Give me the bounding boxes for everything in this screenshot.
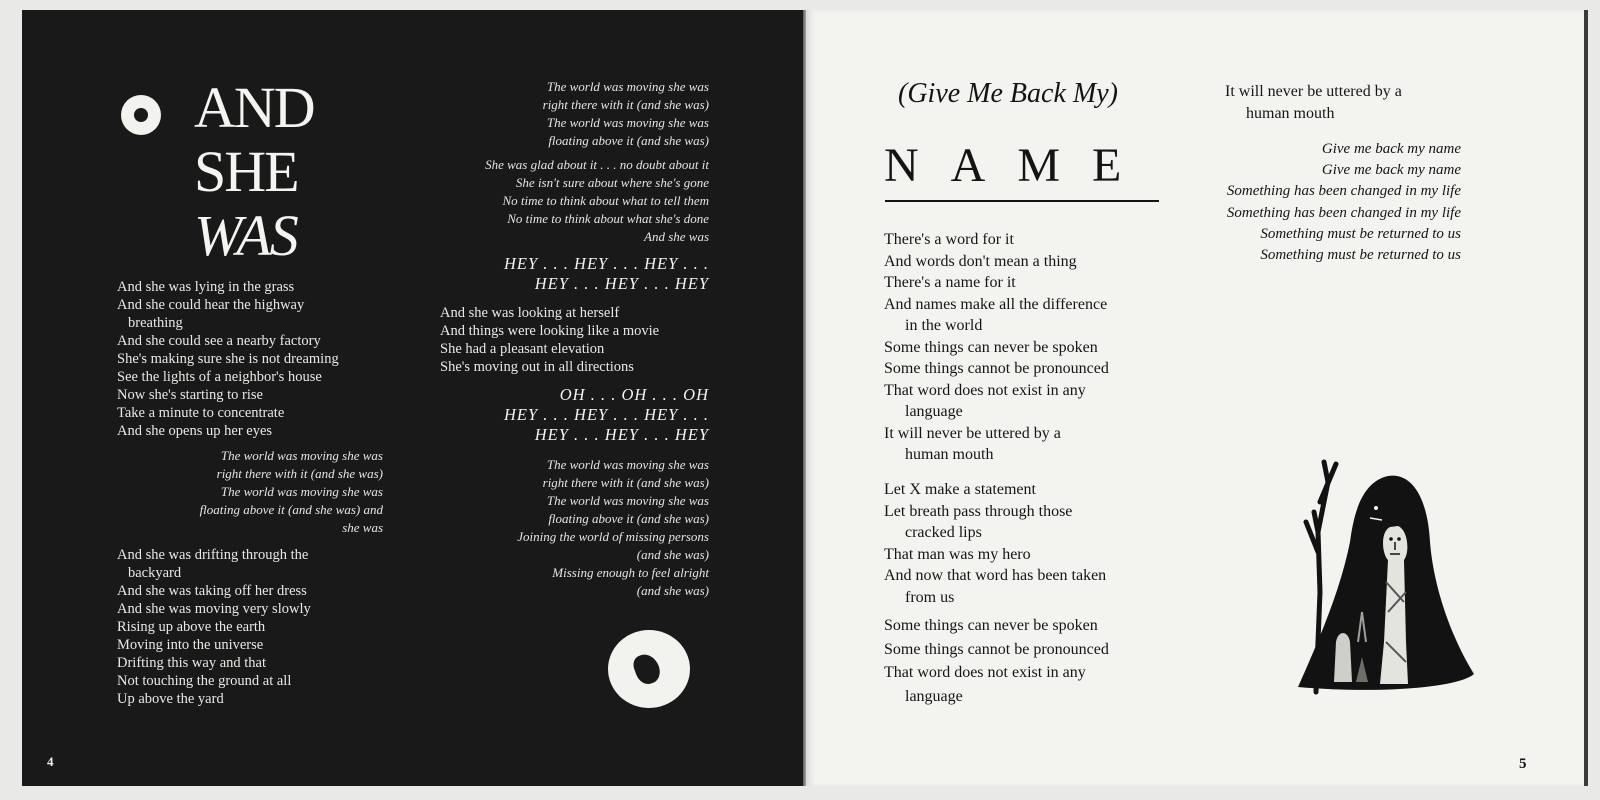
lyric-line: No time to think about what she's done — [507, 211, 709, 226]
lyric-line: right there with it (and she was) — [216, 466, 383, 481]
verse-1 — [117, 278, 339, 440]
lyric-line: she was — [342, 520, 383, 535]
chorus-1 — [200, 447, 383, 537]
left-page — [22, 10, 803, 786]
disc-ornament-icon — [608, 630, 690, 708]
lyric-line: Let breath pass through those — [884, 502, 1073, 520]
refrain-line: HEY . . . HEY . . . HEY — [534, 274, 709, 293]
verse-2 — [884, 479, 1106, 608]
chorus-3 — [517, 456, 709, 600]
lyric-line: That man was my hero — [884, 545, 1031, 563]
lyric-line: And she was taking off her dress — [117, 583, 307, 599]
lyric-line: Some things can never be spoken — [884, 338, 1098, 356]
lyric-line: Some things cannot be pronounced — [884, 360, 1109, 377]
lyric-line: floating above it (and she was) — [548, 511, 709, 526]
lyric-line: And she could see a nearby factory — [117, 333, 321, 349]
lyric-line: human mouth — [1246, 104, 1335, 122]
hey-refrain-2 — [504, 385, 709, 445]
title-word: AND — [194, 75, 314, 140]
lyric-line: human mouth — [905, 446, 994, 463]
lyric-line: She's moving out in all directions — [440, 359, 634, 375]
chorus-2 — [543, 78, 709, 150]
verse-col2 — [1225, 81, 1402, 124]
lyric-line: floating above it (and she was) and — [199, 502, 383, 517]
lyric-line: And she was drifting through the — [117, 547, 309, 563]
verse-3 — [884, 614, 1109, 708]
verse-3 — [440, 304, 659, 376]
lyric-line: The world was moving she was — [546, 115, 709, 130]
ring-ornament-icon — [121, 95, 161, 135]
lyric-line: And she could hear the highway — [117, 297, 305, 313]
lyric-line: language — [905, 403, 963, 420]
lyric-line: She was glad about it . . . no doubt about it — [485, 157, 709, 172]
lyric-line: And she opens up her eyes — [117, 423, 273, 439]
lyric-line: It will never be uttered by a — [884, 424, 1061, 442]
page-number: 4 — [47, 754, 54, 769]
lyric-line: right there with it (and she was) — [542, 475, 709, 490]
cloaked-figure-illustration — [1258, 442, 1478, 702]
lyric-line: There's a word for it — [884, 231, 1014, 248]
lyric-line: from us — [905, 588, 955, 606]
lyric-line: Drifting this way and that — [117, 655, 267, 671]
lyric-line: The world was moving she was — [546, 457, 709, 472]
booklet-edge — [1584, 10, 1588, 786]
right-page — [806, 10, 1584, 786]
lyric-line: Missing enough to feel alright — [552, 565, 709, 580]
lyric-line: That word does not exist in any — [884, 381, 1086, 399]
lyric-line: The world was moving she was — [220, 448, 383, 463]
lyric-line: Up above the yard — [117, 691, 224, 707]
lyric-line: Something has been changed in my life — [1226, 204, 1461, 221]
lyric-line: She isn't sure about where she's gone — [515, 175, 709, 190]
lyric-line: backyard — [128, 565, 182, 581]
lyric-line: See the lights of a neighbor's house — [117, 369, 322, 385]
lyric-line: language — [905, 687, 963, 705]
song-title-name: NAME — [884, 139, 1154, 192]
refrain-line: HEY . . . HEY . . . HEY . . . — [503, 254, 709, 273]
title-word: SHE — [194, 139, 298, 204]
lyric-line: The world was moving she was — [546, 493, 709, 508]
lyric-line: Take a minute to concentrate — [117, 405, 285, 421]
lyric-line: Something has been changed in my life — [1226, 183, 1461, 200]
lyric-line: And names make all the difference — [884, 295, 1108, 313]
bridge — [485, 156, 709, 246]
lyric-line: That word does not exist in any — [884, 664, 1086, 681]
lyric-line: Something must be returned to us — [1260, 247, 1461, 264]
lyric-line: The world was moving she was — [546, 79, 709, 94]
lyric-line: She had a pleasant elevation — [440, 341, 605, 357]
lyric-line: And now that word has been taken — [884, 567, 1107, 584]
lyric-line: And things were looking like a movie — [440, 323, 660, 339]
lyric-line: And she was looking at herself — [440, 305, 620, 321]
lyric-line: And she was — [644, 229, 709, 244]
song-subtitle: (Give Me Back My) — [898, 78, 1118, 109]
lyric-line: She's making sure she is not dreaming — [117, 351, 339, 367]
refrain-line: HEY . . . HEY . . . HEY — [534, 425, 709, 444]
lyric-line: Rising up above the earth — [117, 619, 266, 635]
title-rule — [885, 200, 1159, 202]
lyric-line: Moving into the universe — [117, 637, 264, 653]
lyric-line: And words don't mean a thing — [884, 252, 1077, 270]
refrain-line: HEY . . . HEY . . . HEY . . . — [503, 405, 709, 424]
lyric-line: (and she was) — [636, 547, 709, 562]
lyric-line: It will never be uttered by a — [1225, 83, 1402, 100]
lyric-line: Let X make a statement — [884, 481, 1036, 498]
lyric-line: right there with it (and she was) — [542, 97, 709, 112]
refrain-line: OH . . . OH . . . OH — [559, 385, 709, 404]
song-title-and-she-was — [194, 76, 344, 268]
hey-refrain-1 — [504, 254, 709, 294]
chorus — [1227, 139, 1461, 266]
lyric-line: cracked lips — [905, 524, 982, 541]
lyric-line: Something must be returned to us — [1260, 225, 1461, 242]
verse-1 — [884, 229, 1109, 466]
page-number: 5 — [1519, 756, 1527, 772]
lyric-line: And she was moving very slowly — [117, 601, 311, 617]
lyric-line: Joining the world of missing persons — [517, 529, 709, 544]
title-word: WAS — [194, 203, 297, 268]
lyric-line: Now she's starting to rise — [117, 387, 263, 403]
lyric-line: No time to think about what to tell them — [502, 193, 709, 208]
lyric-line: Give me back my name — [1321, 162, 1461, 179]
lyric-line: There's a name for it — [884, 274, 1016, 291]
lyric-line: And she was lying in the grass — [117, 279, 295, 295]
verse-2 — [117, 546, 311, 708]
lyric-line: in the world — [905, 317, 983, 334]
lyric-line: The world was moving she was — [220, 484, 383, 499]
lyric-line: (and she was) — [636, 583, 709, 598]
lyric-line: Give me back my name — [1321, 141, 1461, 157]
lyric-line: Not touching the ground at all — [117, 673, 292, 689]
lyric-line: breathing — [128, 315, 183, 331]
lyric-line: Some things cannot be pronounced — [884, 640, 1109, 658]
lyric-line: floating above it (and she was) — [548, 133, 709, 148]
lyric-line: Some things can never be spoken — [884, 617, 1098, 634]
